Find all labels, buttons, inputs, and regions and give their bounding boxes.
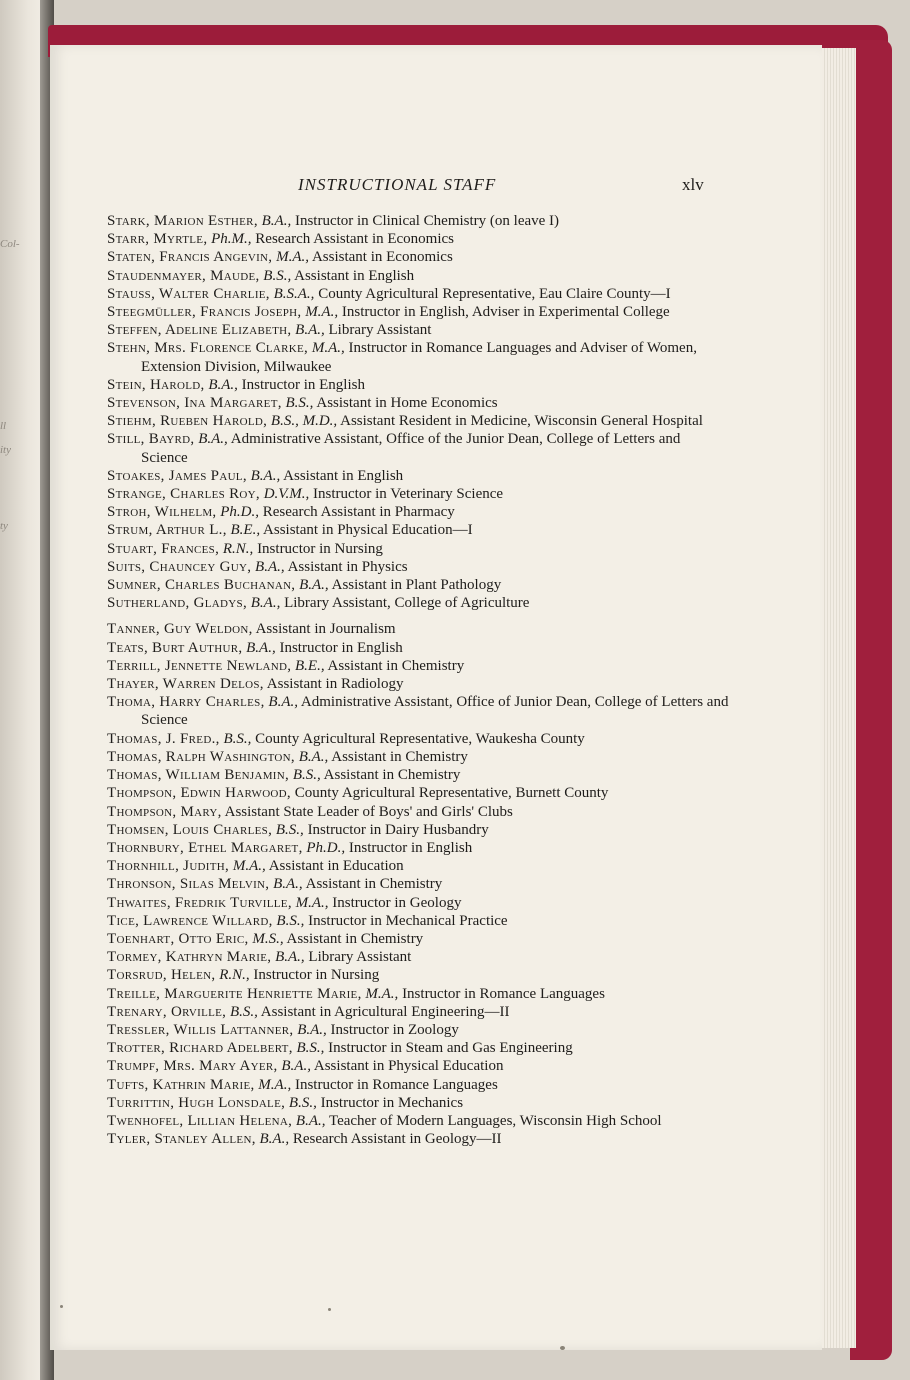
staff-entry [107,285,729,303]
staff-entry [107,212,729,230]
staff-name: Stein, Harold, [107,376,205,393]
staff-degree: B.A., [297,1021,327,1038]
staff-entry [107,966,729,984]
staff-degree: M.A., [311,340,345,357]
staff-entry [107,1076,729,1094]
staff-degree: B.A., [295,1112,326,1129]
staff-name: Staten, Francis Angevin, [107,249,273,266]
staff-entry [107,412,729,430]
staff-entry [107,540,729,558]
staff-name: Torsrud, Helen, [107,967,216,984]
staff-degree: B.S., [263,267,292,284]
staff-degree: B.S.A., [273,285,315,302]
staff-entry [107,321,729,339]
staff-name: Thompson, Edwin Harwood, [107,785,291,802]
staff-degree: R.N., [219,967,250,984]
staff-name: Tufts, Kathrin Marie, [107,1076,255,1093]
staff-position: Instructor in Nursing [253,967,380,984]
staff-entry [107,467,729,485]
staff-position: Research Assistant in Pharmacy [262,504,455,521]
staff-position: Instructor in Mechanics [320,1094,464,1111]
staff-position: Instructor in Zoology [330,1021,459,1038]
staff-entry [107,857,729,875]
staff-position: Assistant in Radiology [266,676,404,693]
staff-position: Instructor in Romance Languages and Adviser of Women, Extension Division, Milwaukee [141,340,697,375]
staff-name: Still, Bayrd, [107,431,195,448]
left-page-fragment: Col- [0,238,20,250]
staff-degree: B.A., [273,876,303,893]
staff-degree: B.S., [288,1094,317,1111]
staff-position: Instructor in Nursing [257,540,383,557]
staff-name: Strange, Charles Roy, [107,486,260,503]
left-page-fragment: ity [0,444,11,456]
staff-name: Stuart, Frances, [107,540,220,557]
staff-position: Instructor in Steam and Gas Engineering [328,1040,573,1057]
staff-degree: B.S., [229,1003,258,1020]
staff-name: Thronson, Silas Melvin, [107,876,270,893]
staff-name: Trenary, Orville, [107,1003,227,1020]
staff-position: Assistant State Leader of Boys' and Girls' Clubs [224,803,513,820]
staff-entry [107,730,729,748]
staff-entry [107,394,729,412]
page-blemish [560,1346,565,1350]
staff-position: Instructor in English, Adviser in Experimental College [341,304,670,321]
staff-degree: B.A., [198,431,228,448]
staff-name: Stark, Marion Esther, [107,213,258,229]
staff-degree: M.A., [365,985,399,1002]
staff-position: Library Assistant [328,322,432,339]
staff-entry [107,1094,729,1112]
staff-entry [107,1039,729,1057]
staff-position: Assistant in Physical Education—I [263,522,473,539]
staff-entry [107,376,729,394]
staff-position: County Agricultural Representative, Waukesha County [255,730,585,747]
staff-position: Assistant in Chemistry [286,930,424,947]
staff-degree: B.A., [299,577,329,594]
staff-name: Suits, Chauncey Guy, [107,558,252,575]
staff-position: Assistant Resident in Medicine, Wisconsin General Hospital [340,413,703,430]
staff-name: Strum, Arthur L., [107,522,227,539]
staff-name: Stroh, Wilhelm, [107,504,217,521]
staff-position: County Agricultural Representative, Burnett County [294,785,609,802]
staff-position: Instructor in Veterinary Science [313,486,504,503]
staff-entry [107,639,729,657]
staff-entry [107,503,729,521]
staff-degree: M.A., [258,1076,292,1093]
staff-name: Thwaites, Fredrik Turville, [107,894,292,911]
staff-position: Instructor in English [241,376,365,393]
staff-degree: B.A., [268,694,298,711]
staff-degree: Ph.D., [220,504,259,521]
staff-entry [107,894,729,912]
staff-name: Trotter, Richard Adelbert, [107,1040,293,1057]
staff-entry [107,1057,729,1075]
page-edges [816,48,856,1348]
staff-position: Instructor in English [279,639,403,656]
staff-degree: B.A., [255,558,285,575]
staff-entry [107,657,729,675]
staff-name: Terrill, Jennette Newland, [107,657,292,674]
staff-name: Thoma, Harry Charles, [107,694,265,711]
staff-entry [107,576,729,594]
left-page-fragment: ll [0,420,7,432]
staff-name: Steegmüller, Francis Joseph, [107,304,302,321]
staff-entry [107,558,729,576]
staff-degree: B.A., [295,322,325,339]
staff-position: Assistant in English [294,267,415,284]
staff-entry [107,248,729,266]
staff-position: Instructor in Clinical Chemistry (on leave I) [294,213,560,229]
staff-name: Turrittin, Hugh Lonsdale, [107,1094,286,1111]
staff-position: Instructor in Romance Languages [294,1076,498,1093]
staff-name: Stoakes, James Paul, [107,467,247,484]
staff-degree: B.A., [275,949,305,966]
staff-position: Teacher of Modern Languages, Wisconsin High School [328,1112,662,1129]
staff-degree: Ph.M., [211,231,252,248]
staff-position: Assistant in Chemistry [327,657,465,674]
staff-name: Thomsen, Louis Charles, [107,821,273,838]
staff-position: Assistant in Home Economics [316,395,498,412]
staff-name: Tressler, Willis Lattanner, [107,1021,294,1038]
staff-position: Research Assistant in Economics [255,231,455,248]
staff-entry [107,1003,729,1021]
staff-name: Thomas, Ralph Washington, [107,748,295,765]
staff-entry [107,594,729,612]
staff-position: Library Assistant [308,949,412,966]
staff-degree: B.A., [208,376,238,393]
staff-entry [107,339,729,375]
staff-position: Research Assistant in Geology—II [292,1131,502,1148]
book-cover-spine [850,40,892,1360]
staff-position: Assistant in Chemistry [331,748,468,765]
staff-position: Assistant in Agricultural Engineering—II [260,1003,510,1020]
staff-name: Starr, Myrtle, [107,231,208,248]
staff-degree: D.V.M., [263,486,310,503]
staff-degree: Ph.D., [306,839,346,856]
staff-degree: M.A., [295,894,329,911]
staff-degree: B.A., [298,748,329,765]
staff-degree: B.S., M.D., [270,413,338,430]
staff-entry [107,875,729,893]
staff-entry [107,803,729,821]
staff-name: Toenhart, Otto Eric, [107,930,249,947]
section-gap [107,612,729,620]
staff-degree: B.A., [281,1058,311,1075]
staff-name: Stehn, Mrs. Florence Clarke, [107,340,309,357]
staff-position: Administrative Assistant, Office of Junior Dean, College of Letters and Science [141,694,729,729]
staff-entry [107,784,729,802]
staff-position: Instructor in English [348,839,473,856]
staff-name: Sutherland, Gladys, [107,595,248,612]
staff-degree: B.A., [259,1131,290,1148]
staff-entry [107,912,729,930]
staff-name: Trumpf, Mrs. Mary Ayer, [107,1058,278,1075]
staff-name: Treille, Marguerite Henriette Marie, [107,985,362,1002]
staff-entry [107,675,729,693]
staff-position: Assistant in Education [268,858,404,875]
staff-entry [107,748,729,766]
staff-entry [107,1112,729,1130]
staff-name: Tice, Lawrence Willard, [107,912,273,929]
staff-degree: B.S., [275,821,304,838]
staff-degree: B.S., [292,767,321,784]
staff-entry [107,521,729,539]
left-page-fragment: ty [0,520,8,532]
staff-name: Thornhill, Judith, [107,858,230,875]
staff-degree: B.E., [230,522,261,539]
staff-degree: M.A., [305,304,339,321]
staff-name: Tanner, Guy Weldon, [107,621,253,638]
staff-entry [107,430,729,466]
staff-entry [107,985,729,1003]
staff-position: Instructor in Dairy Husbandry [307,821,489,838]
staff-position: Assistant in Chemistry [323,767,461,784]
staff-entry [107,948,729,966]
staff-entry [107,230,729,248]
staff-entry [107,620,729,638]
staff-name: Tormey, Kathryn Marie, [107,949,272,966]
staff-position: Assistant in Plant Pathology [331,577,502,594]
staff-degree: R.N., [222,540,254,557]
staff-directory [107,212,729,1148]
staff-degree: B.S., [223,730,252,747]
staff-position: Assistant in Economics [311,249,453,266]
staff-degree: B.E., [295,657,325,674]
staff-name: Thornbury, Ethel Margaret, [107,839,303,856]
staff-name: Twenhofel, Lillian Helena, [107,1112,293,1129]
staff-entry [107,766,729,784]
staff-name: Stiehm, Rueben Harold, [107,413,268,430]
staff-entry [107,693,729,729]
staff-entry [107,1021,729,1039]
staff-name: Steffen, Adeline Elizabeth, [107,322,292,339]
staff-entry [107,1130,729,1148]
staff-entry [107,303,729,321]
staff-degree: B.A., [250,467,281,484]
staff-position: Instructor in Mechanical Practice [308,912,508,929]
staff-position: County Agricultural Representative, Eau Claire County—I [318,285,671,302]
staff-degree: M.A., [276,249,310,266]
staff-position: Instructor in Geology [332,894,462,911]
staff-name: Staudenmayer, Maude, [107,267,260,284]
staff-degree: M.A., [232,858,266,875]
staff-degree: B.A., [246,639,276,656]
staff-degree: B.S., [296,1040,325,1057]
staff-degree: B.A., [261,213,292,229]
staff-name: Stevenson, Ina Margaret, [107,395,282,412]
staff-position: Administrative Assistant, Office of the Junior Dean, College of Letters and Science [141,431,681,466]
staff-entry [107,267,729,285]
staff-degree: B.A., [250,595,281,612]
page-blemish [328,1308,331,1311]
staff-degree: M.S., [252,930,284,947]
staff-position: Assistant in Chemistry [305,876,443,893]
staff-entry [107,839,729,857]
staff-position: Instructor in Romance Languages [402,985,605,1002]
running-title: INSTRUCTIONAL STAFF [298,175,497,194]
staff-position: Assistant in Journalism [255,621,396,638]
staff-name: Sumner, Charles Buchanan, [107,577,296,594]
staff-name: Thomas, William Benjamin, [107,767,290,784]
staff-position: Assistant in Physics [287,558,408,575]
staff-name: Thomas, J. Fred., [107,730,220,747]
staff-name: Tyler, Stanley Allen, [107,1131,256,1148]
staff-name: Stauss, Walter Charlie, [107,285,270,302]
staff-entry [107,930,729,948]
staff-entry [107,821,729,839]
staff-entry [107,485,729,503]
staff-position: Library Assistant, College of Agriculture [284,595,530,612]
page-number: xlv [682,175,704,194]
staff-position: Assistant in English [283,467,404,484]
staff-degree: B.S., [276,912,305,929]
staff-name: Thompson, Mary, [107,803,222,820]
staff-name: Teats, Burt Authur, [107,639,243,656]
staff-position: Assistant in Physical Education [313,1058,504,1075]
page-blemish [60,1305,63,1308]
staff-name: Thayer, Warren Delos, [107,676,264,693]
staff-degree: B.S., [285,395,314,412]
